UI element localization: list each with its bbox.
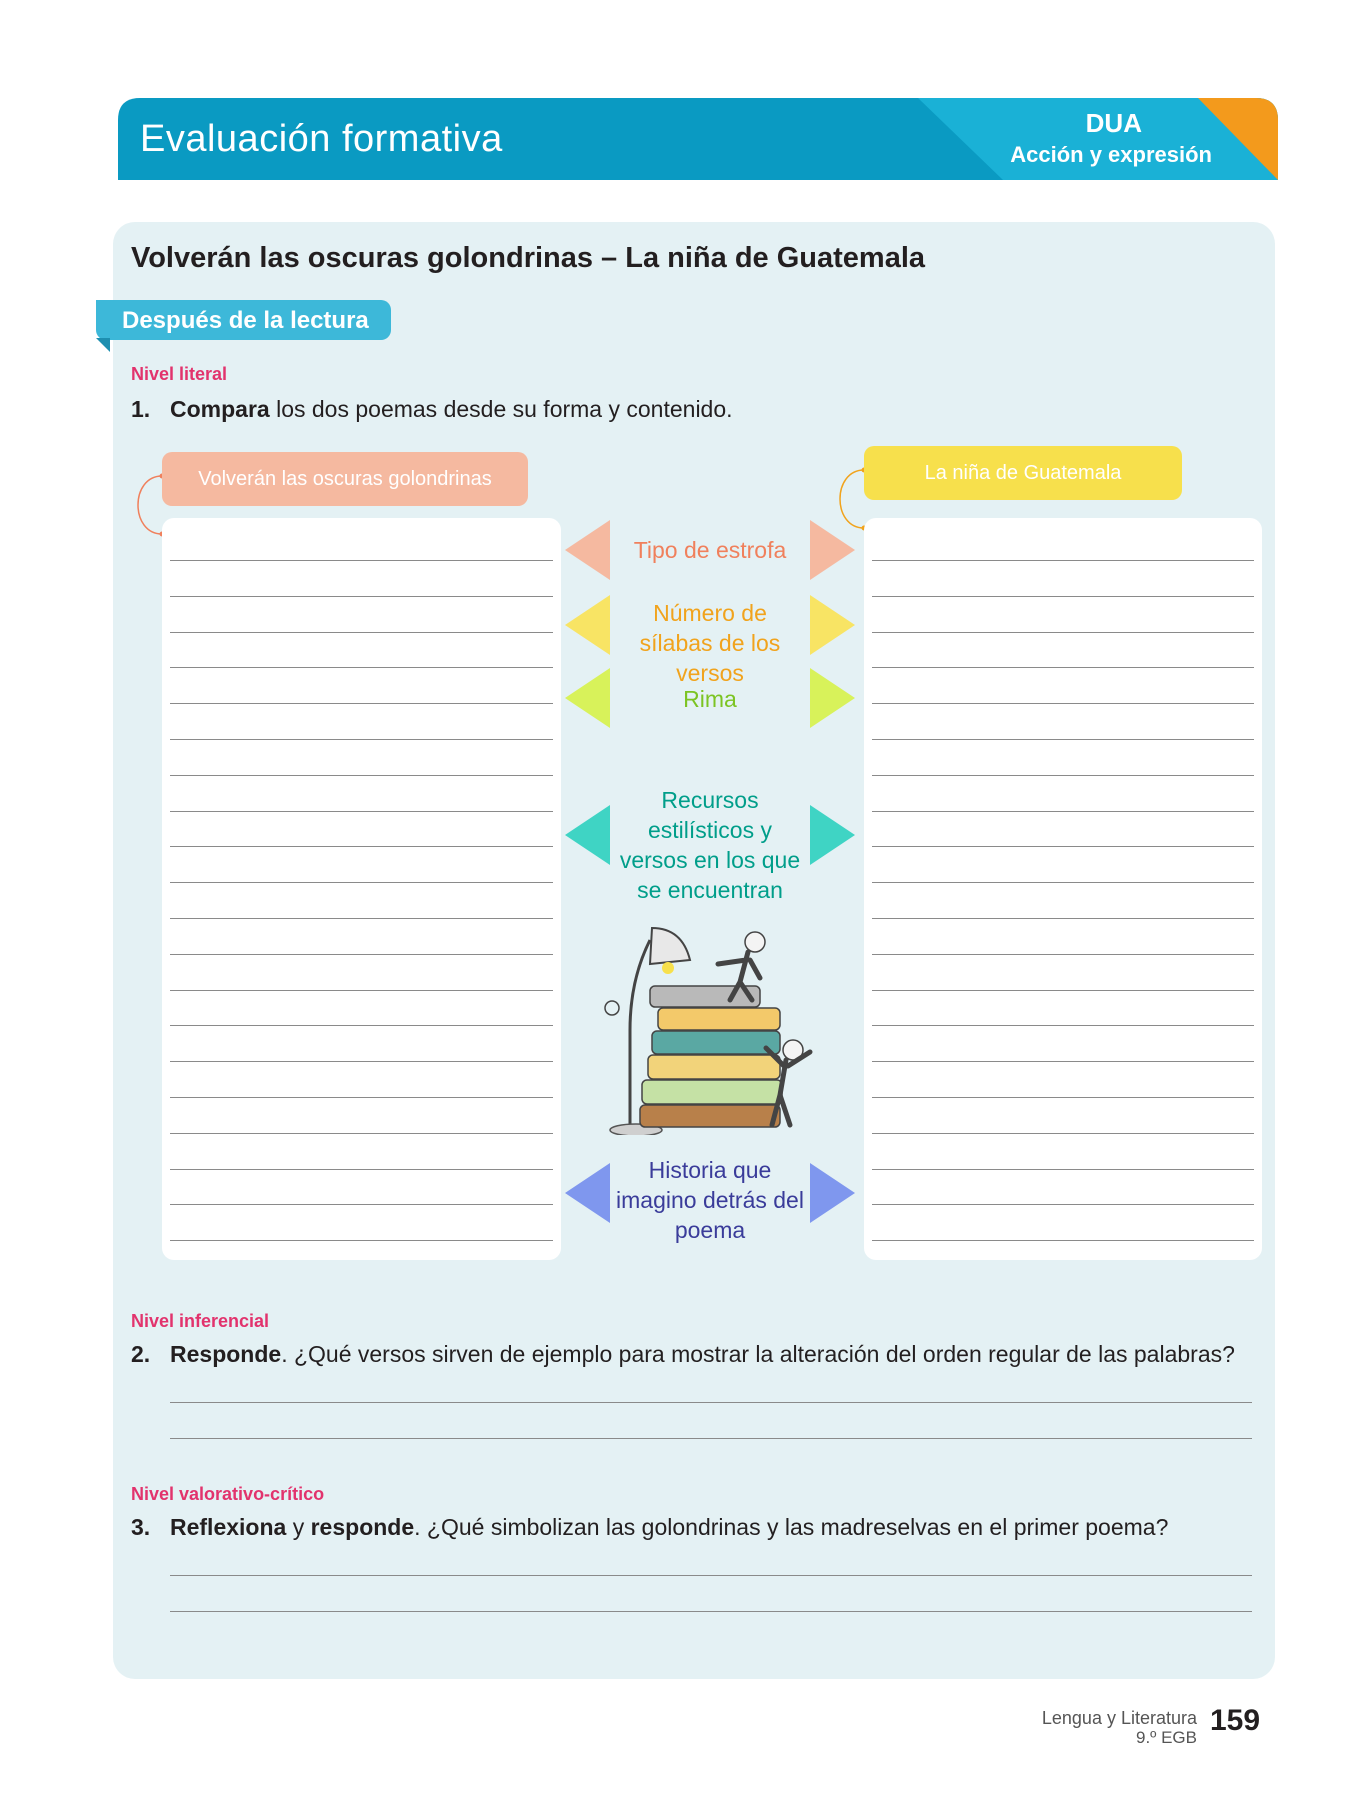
writing-line[interactable] xyxy=(872,596,1254,597)
footer-subject: Lengua y Literatura xyxy=(1041,1708,1197,1728)
writing-line[interactable] xyxy=(872,1025,1254,1026)
writing-line[interactable] xyxy=(872,954,1254,955)
writing-line[interactable] xyxy=(872,739,1254,740)
writing-line[interactable] xyxy=(170,703,553,704)
writing-line[interactable] xyxy=(872,846,1254,847)
writing-line[interactable] xyxy=(872,1097,1254,1098)
question-number: 2. xyxy=(131,1341,151,1367)
writing-line[interactable] xyxy=(170,560,553,561)
writing-line[interactable] xyxy=(872,1240,1254,1241)
left-poem-title: Volverán las oscuras golondrinas xyxy=(162,452,528,506)
question-number: 3. xyxy=(131,1514,151,1540)
writing-line[interactable] xyxy=(170,596,553,597)
question-verb: Reflexiona xyxy=(170,1514,287,1540)
writing-line[interactable] xyxy=(872,667,1254,668)
footer-grade: 9.º EGB xyxy=(1135,1728,1197,1747)
question-number: 1. xyxy=(131,396,151,422)
writing-line[interactable] xyxy=(872,632,1254,633)
writing-line[interactable] xyxy=(872,811,1254,812)
answer-line[interactable] xyxy=(170,1402,1252,1403)
left-writing-box[interactable] xyxy=(162,518,561,1260)
writing-line[interactable] xyxy=(872,1169,1254,1170)
writing-line[interactable] xyxy=(872,1061,1254,1062)
page-title: Evaluación formativa xyxy=(140,118,503,160)
question-text: . ¿Qué simbolizan las golondrinas y las madreselvas en el primer poema? xyxy=(414,1514,1169,1540)
writing-line[interactable] xyxy=(170,918,553,919)
writing-line[interactable] xyxy=(872,1204,1254,1205)
criterion-silabas: Número de sílabas de los versos xyxy=(639,600,781,686)
right-poem-title: La niña de Guatemala xyxy=(864,446,1182,500)
criterion-historia: Historia que imagino detrás del poema xyxy=(616,1157,804,1243)
writing-line[interactable] xyxy=(170,667,553,668)
page-number: 159 xyxy=(1210,1704,1261,1737)
writing-line[interactable] xyxy=(170,1169,553,1170)
writing-line[interactable] xyxy=(170,632,553,633)
question-2 xyxy=(131,1341,1235,1368)
tab-fold xyxy=(96,338,110,352)
writing-line[interactable] xyxy=(170,882,553,883)
question-text: los dos poemas desde su forma y contenido. xyxy=(269,396,733,422)
dua-title: DUA xyxy=(1085,108,1142,138)
answer-line[interactable] xyxy=(170,1611,1252,1612)
writing-line[interactable] xyxy=(872,775,1254,776)
writing-line[interactable] xyxy=(872,560,1254,561)
question-3 xyxy=(131,1514,1168,1541)
writing-line[interactable] xyxy=(170,739,553,740)
writing-line[interactable] xyxy=(170,1133,553,1134)
criterion-rima: Rima xyxy=(683,686,737,712)
level-valorativo: Nivel valorativo-crítico xyxy=(131,1484,325,1504)
writing-line[interactable] xyxy=(170,775,553,776)
question-verb: Responde xyxy=(170,1341,282,1367)
writing-line[interactable] xyxy=(872,918,1254,919)
question-1 xyxy=(131,396,733,423)
books-illustration xyxy=(590,920,840,1135)
section-tab-label: Después de la lectura xyxy=(122,307,369,334)
question-verb-2: responde xyxy=(310,1514,415,1540)
answer-line[interactable] xyxy=(170,1438,1252,1439)
level-literal: Nivel literal xyxy=(131,364,228,384)
writing-line[interactable] xyxy=(170,811,553,812)
writing-line[interactable] xyxy=(170,1204,553,1205)
question-verb: Compara xyxy=(170,396,270,422)
criterion-recursos: Recursos estilísticos y versos en los que se encuentran xyxy=(619,787,801,903)
writing-line[interactable] xyxy=(170,846,553,847)
writing-line[interactable] xyxy=(170,1061,553,1062)
writing-line[interactable] xyxy=(872,882,1254,883)
writing-line[interactable] xyxy=(170,1240,553,1241)
writing-line[interactable] xyxy=(170,954,553,955)
criterion-tipo-estrofa: Tipo de estrofa xyxy=(633,537,787,563)
writing-line[interactable] xyxy=(170,1097,553,1098)
dua-subtitle: Acción y expresión xyxy=(1010,142,1212,167)
section-title: Volverán las oscuras golondrinas – La niña de Guatemala xyxy=(131,242,926,274)
writing-line[interactable] xyxy=(872,703,1254,704)
answer-line[interactable] xyxy=(170,1575,1252,1576)
writing-line[interactable] xyxy=(170,990,553,991)
question-connector: y xyxy=(286,1514,311,1540)
question-text: . ¿Qué versos sirven de ejemplo para mostrar la alteración del orden regular de las palabras? xyxy=(281,1341,1235,1367)
header-banner xyxy=(118,98,1278,180)
writing-line[interactable] xyxy=(170,1025,553,1026)
writing-line[interactable] xyxy=(872,990,1254,991)
level-inferencial: Nivel inferencial xyxy=(131,1311,270,1331)
writing-line[interactable] xyxy=(872,1133,1254,1134)
right-writing-box[interactable] xyxy=(864,518,1262,1260)
